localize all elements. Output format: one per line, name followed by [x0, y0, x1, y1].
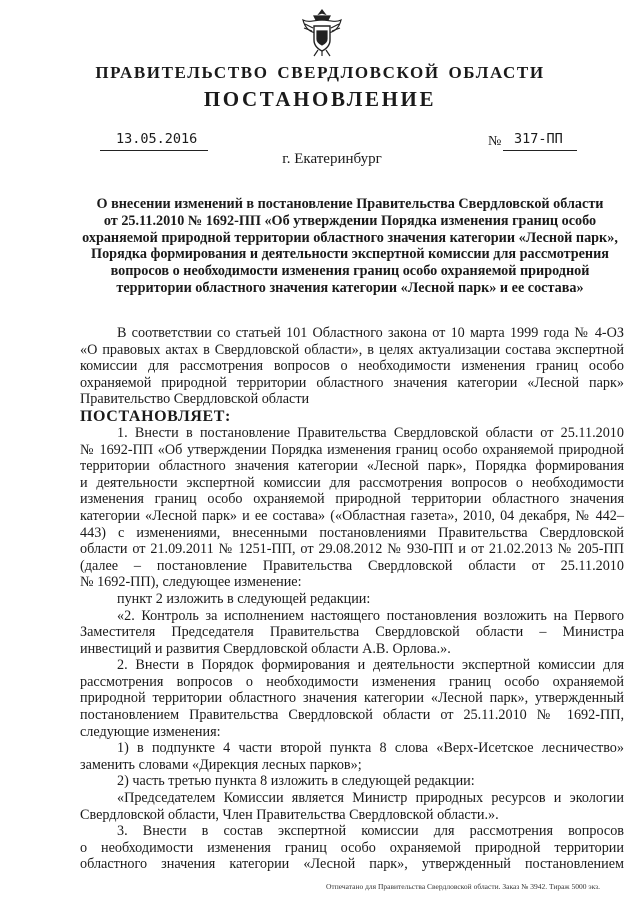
body-line: изменения границ особо охраняемой природной территории областного значения	[80, 491, 624, 508]
print-footer: Отпечатано для Правительства Свердловской области. Заказ № 3942. Тираж 5000 экз.	[326, 882, 600, 891]
body-line: 1) в подпункте 4 части второй пункта 8 слова «Верх-Исетское лесничество»	[117, 740, 624, 757]
heading-line: вопросов о необходимости изменения границ особо охраняемой природной	[110, 263, 590, 280]
heading-line: О внесении изменений в постановление Правительства Свердловской области	[96, 196, 604, 212]
heading-line: территории областного значения категории «Лесной парк» и ее состава»	[116, 279, 584, 296]
body-line: В соответствии со статьей 101 Областного закона от 10 марта 1999 года № 4-ОЗ	[117, 325, 624, 341]
body-line: природной территории областного значения категории «Лесной парк», утвержденный	[80, 690, 624, 707]
body-line: Свердловской области, Член Правительства Свердловской области.».	[80, 806, 499, 823]
heading-line: от 25.11.2010 № 1692-ПП «Об утверждении Порядка изменения границ особо	[103, 212, 597, 229]
body-line: «О правовых актах в Свердловской области», в целях актуализации состава экспертной	[80, 341, 624, 358]
body-line: 2) часть третью пункта 8 изложить в следующей редакции:	[117, 773, 475, 790]
document-type: ПОСТАНОВЛЕНИЕ	[203, 87, 437, 111]
coat-of-arms-emblem-icon	[299, 6, 345, 58]
body-line: и деятельности экспертной комиссии для рассмотрения вопросов о необходимости	[80, 474, 624, 491]
body-line: № 1692-ПП), следующее изменение:	[80, 574, 302, 591]
body-line: «Председателем Комиссии является Министр природных ресурсов и экологии	[117, 790, 624, 807]
body-line: 443) с изменениями, внесенными постановлениями Правительства Свердловской	[80, 524, 624, 541]
government-name: ПРАВИТЕЛЬСТВО СВЕРДЛОВСКОЙ ОБЛАСТИ	[95, 63, 545, 82]
body-line: Правительство Свердловской области	[80, 391, 310, 408]
body-line: Заместителя Председателя Правительства Свердловской области – Министра	[80, 624, 624, 641]
body-line: рассмотрения вопросов о необходимости изменения границ особо охраняемой	[80, 673, 624, 690]
number-sign: №	[488, 134, 502, 149]
body-line: комиссии для рассмотрения вопросов о необходимости изменения границ особо	[80, 358, 624, 375]
document-date: 13.05.2016	[116, 131, 198, 147]
heading-line: Порядка формирования и деятельности экспертной комиссии для рассмотрения	[91, 246, 609, 263]
body-line: постановлением Правительства Свердловской области от 25.11.2010 № 1692-ПП,	[80, 707, 624, 724]
body-line: № 1692-ПП «Об утверждении Порядка изменения границ особо охраняемой природной	[80, 441, 624, 458]
document-heading	[80, 196, 620, 297]
body-line: 2. Внести в Порядок формирования и деятельности экспертной комиссии для	[117, 657, 624, 674]
body-line: 3. Внести в состав экспертной комиссии для рассмотрения вопросов	[117, 823, 624, 840]
body-line: (далее – постановление Правительства Свердловской области от 25.11.2010	[80, 557, 624, 574]
body-line: о необходимости изменения границ особо охраняемой природной территории	[80, 839, 624, 856]
document-number: 317-ПП	[514, 131, 563, 147]
body-line: заменить словами «Дирекция лесных парков»;	[80, 756, 362, 773]
body-line: пункт 2 изложить в следующей редакции:	[117, 590, 371, 607]
body-line: инвестиций и развития Свердловской области А.В. Орлова.».	[80, 640, 451, 657]
heading-line: охраняемой природной территории областного значения категории «Лесной парк»,	[82, 229, 618, 246]
body-line: следующие изменения:	[80, 723, 221, 740]
body-line: 1. Внести в постановление Правительства Свердловской области от 25.11.2010	[117, 424, 624, 441]
document-body	[80, 325, 624, 873]
body-line: территории областного значения категории «Лесной парк», Порядка формирования	[80, 458, 624, 475]
resolves-heading: ПОСТАНОВЛЯЕТ:	[80, 407, 231, 425]
body-line: охраняемой природной территории областного значения категории «Лесной парк»	[80, 374, 624, 391]
city: г. Екатеринбург	[282, 151, 382, 167]
body-line: областного значения категории «Лесной парк», утвержденный постановлением	[80, 856, 624, 873]
body-line: «2. Контроль за исполнением настоящего постановления возложить на Первого	[117, 607, 624, 624]
body-line: области от 21.09.2011 № 1251-ПП, от 29.08.2012 № 930-ПП и от 21.02.2013 № 205-ПП	[80, 541, 624, 558]
body-line: категории «Лесной парк» и ее состава» («Областная газета», 2010, 04 декабря, № 442–	[80, 507, 624, 524]
